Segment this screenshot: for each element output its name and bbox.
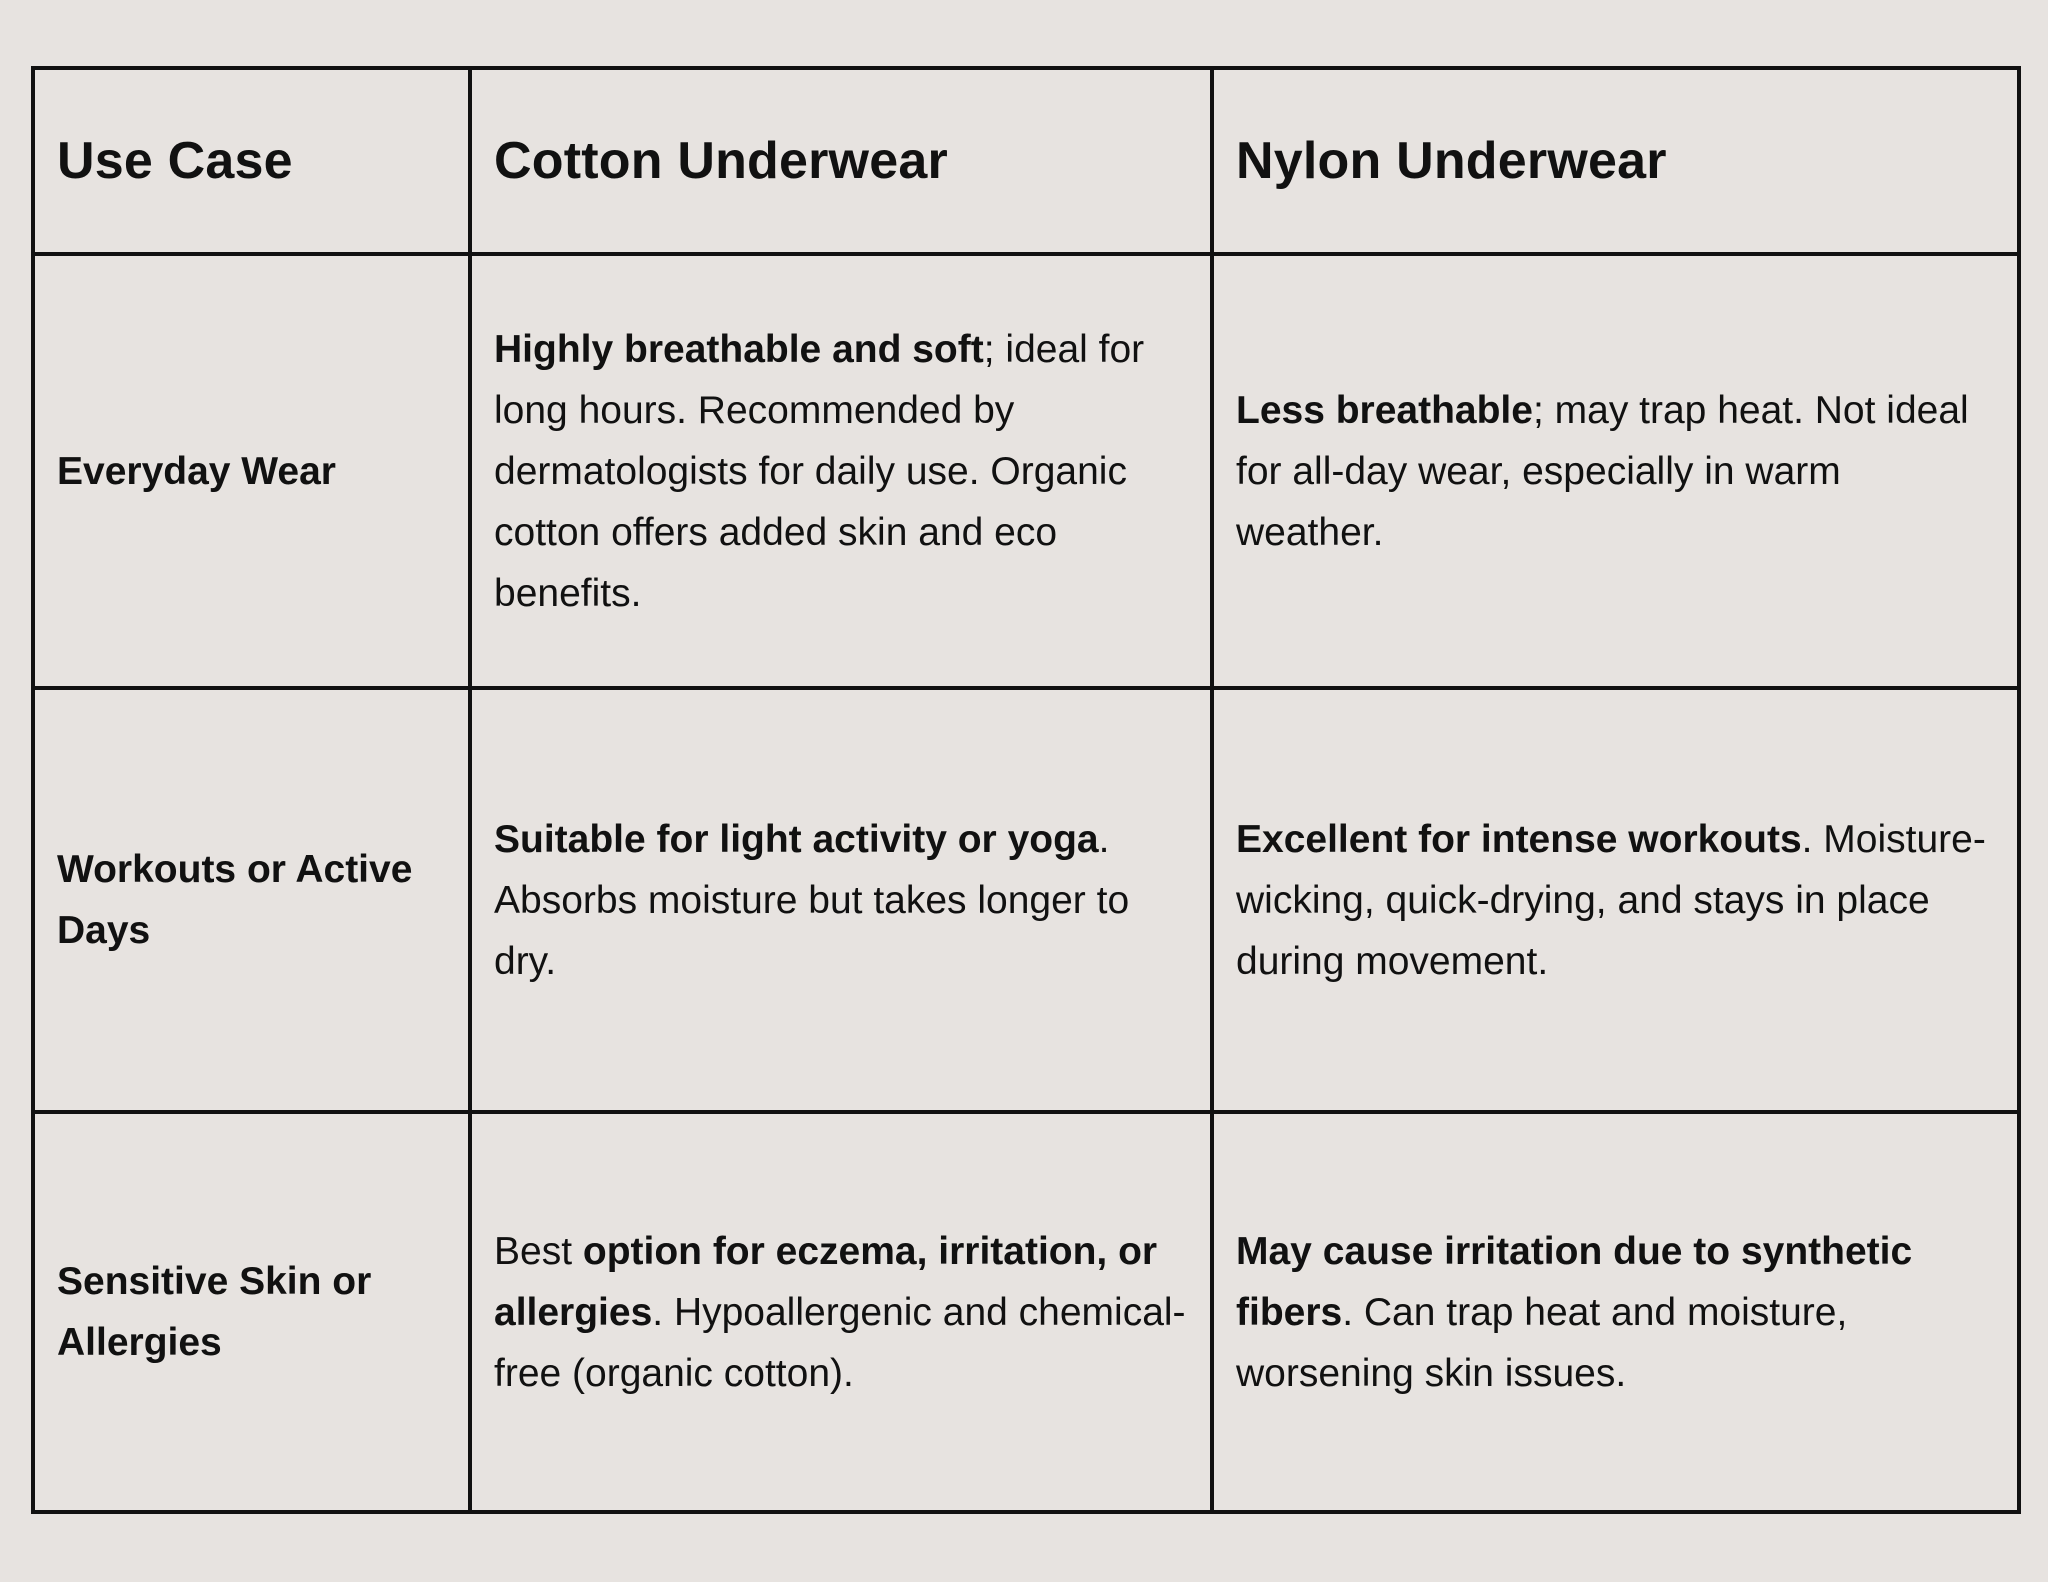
nylon-cell <box>1212 254 2019 688</box>
cotton-highlight: Suitable for light activity or yoga <box>494 817 1099 861</box>
table-row <box>33 254 2019 688</box>
cotton-cell <box>470 688 1212 1112</box>
nylon-detail: . Moisture-wicking, quick-drying, and stays in place during movement. <box>1236 817 1986 983</box>
header-use-case: Use Case <box>33 68 470 254</box>
cotton-highlight: option for eczema, irritation, or allergies <box>494 1229 1158 1334</box>
cotton-cell <box>470 254 1212 688</box>
nylon-highlight: May cause irritation due to synthetic fibers <box>1236 1229 1913 1334</box>
cotton-detail: . Absorbs moisture but takes longer to dry. <box>494 817 1130 983</box>
nylon-cell <box>1212 688 2019 1112</box>
header-cotton-underwear: Cotton Underwear <box>470 68 1212 254</box>
nylon-highlight: Excellent for intense workouts <box>1236 817 1802 861</box>
use-case-cell: Everyday Wear <box>33 254 470 688</box>
use-case-cell: Workouts or Active Days <box>33 688 470 1112</box>
nylon-detail: . Can trap heat and moisture, worsening skin issues. <box>1236 1290 1848 1395</box>
cotton-prefix: Best <box>494 1229 583 1273</box>
cotton-detail: ; ideal for long hours. Recommended by dermatologists for daily use. Organic cotton offers added skin and eco benefits. <box>494 327 1145 615</box>
use-case-cell: Sensitive Skin or Allergies <box>33 1112 470 1512</box>
table-body <box>33 254 2019 1512</box>
cotton-cell <box>470 1112 1212 1512</box>
nylon-highlight: Less breathable <box>1236 388 1533 432</box>
cotton-detail: . Hypoallergenic and chemical-free (organic cotton). <box>494 1290 1186 1395</box>
table-row <box>33 1112 2019 1512</box>
cotton-highlight: Highly breathable and soft <box>494 327 984 371</box>
comparison-table <box>31 66 2021 1514</box>
table-header <box>33 68 2019 254</box>
table-row <box>33 688 2019 1112</box>
nylon-cell <box>1212 1112 2019 1512</box>
nylon-detail: ; may trap heat. Not ideal for all-day wear, especially in warm weather. <box>1236 388 1969 554</box>
header-nylon-underwear: Nylon Underwear <box>1212 68 2019 254</box>
header-row <box>33 68 2019 254</box>
